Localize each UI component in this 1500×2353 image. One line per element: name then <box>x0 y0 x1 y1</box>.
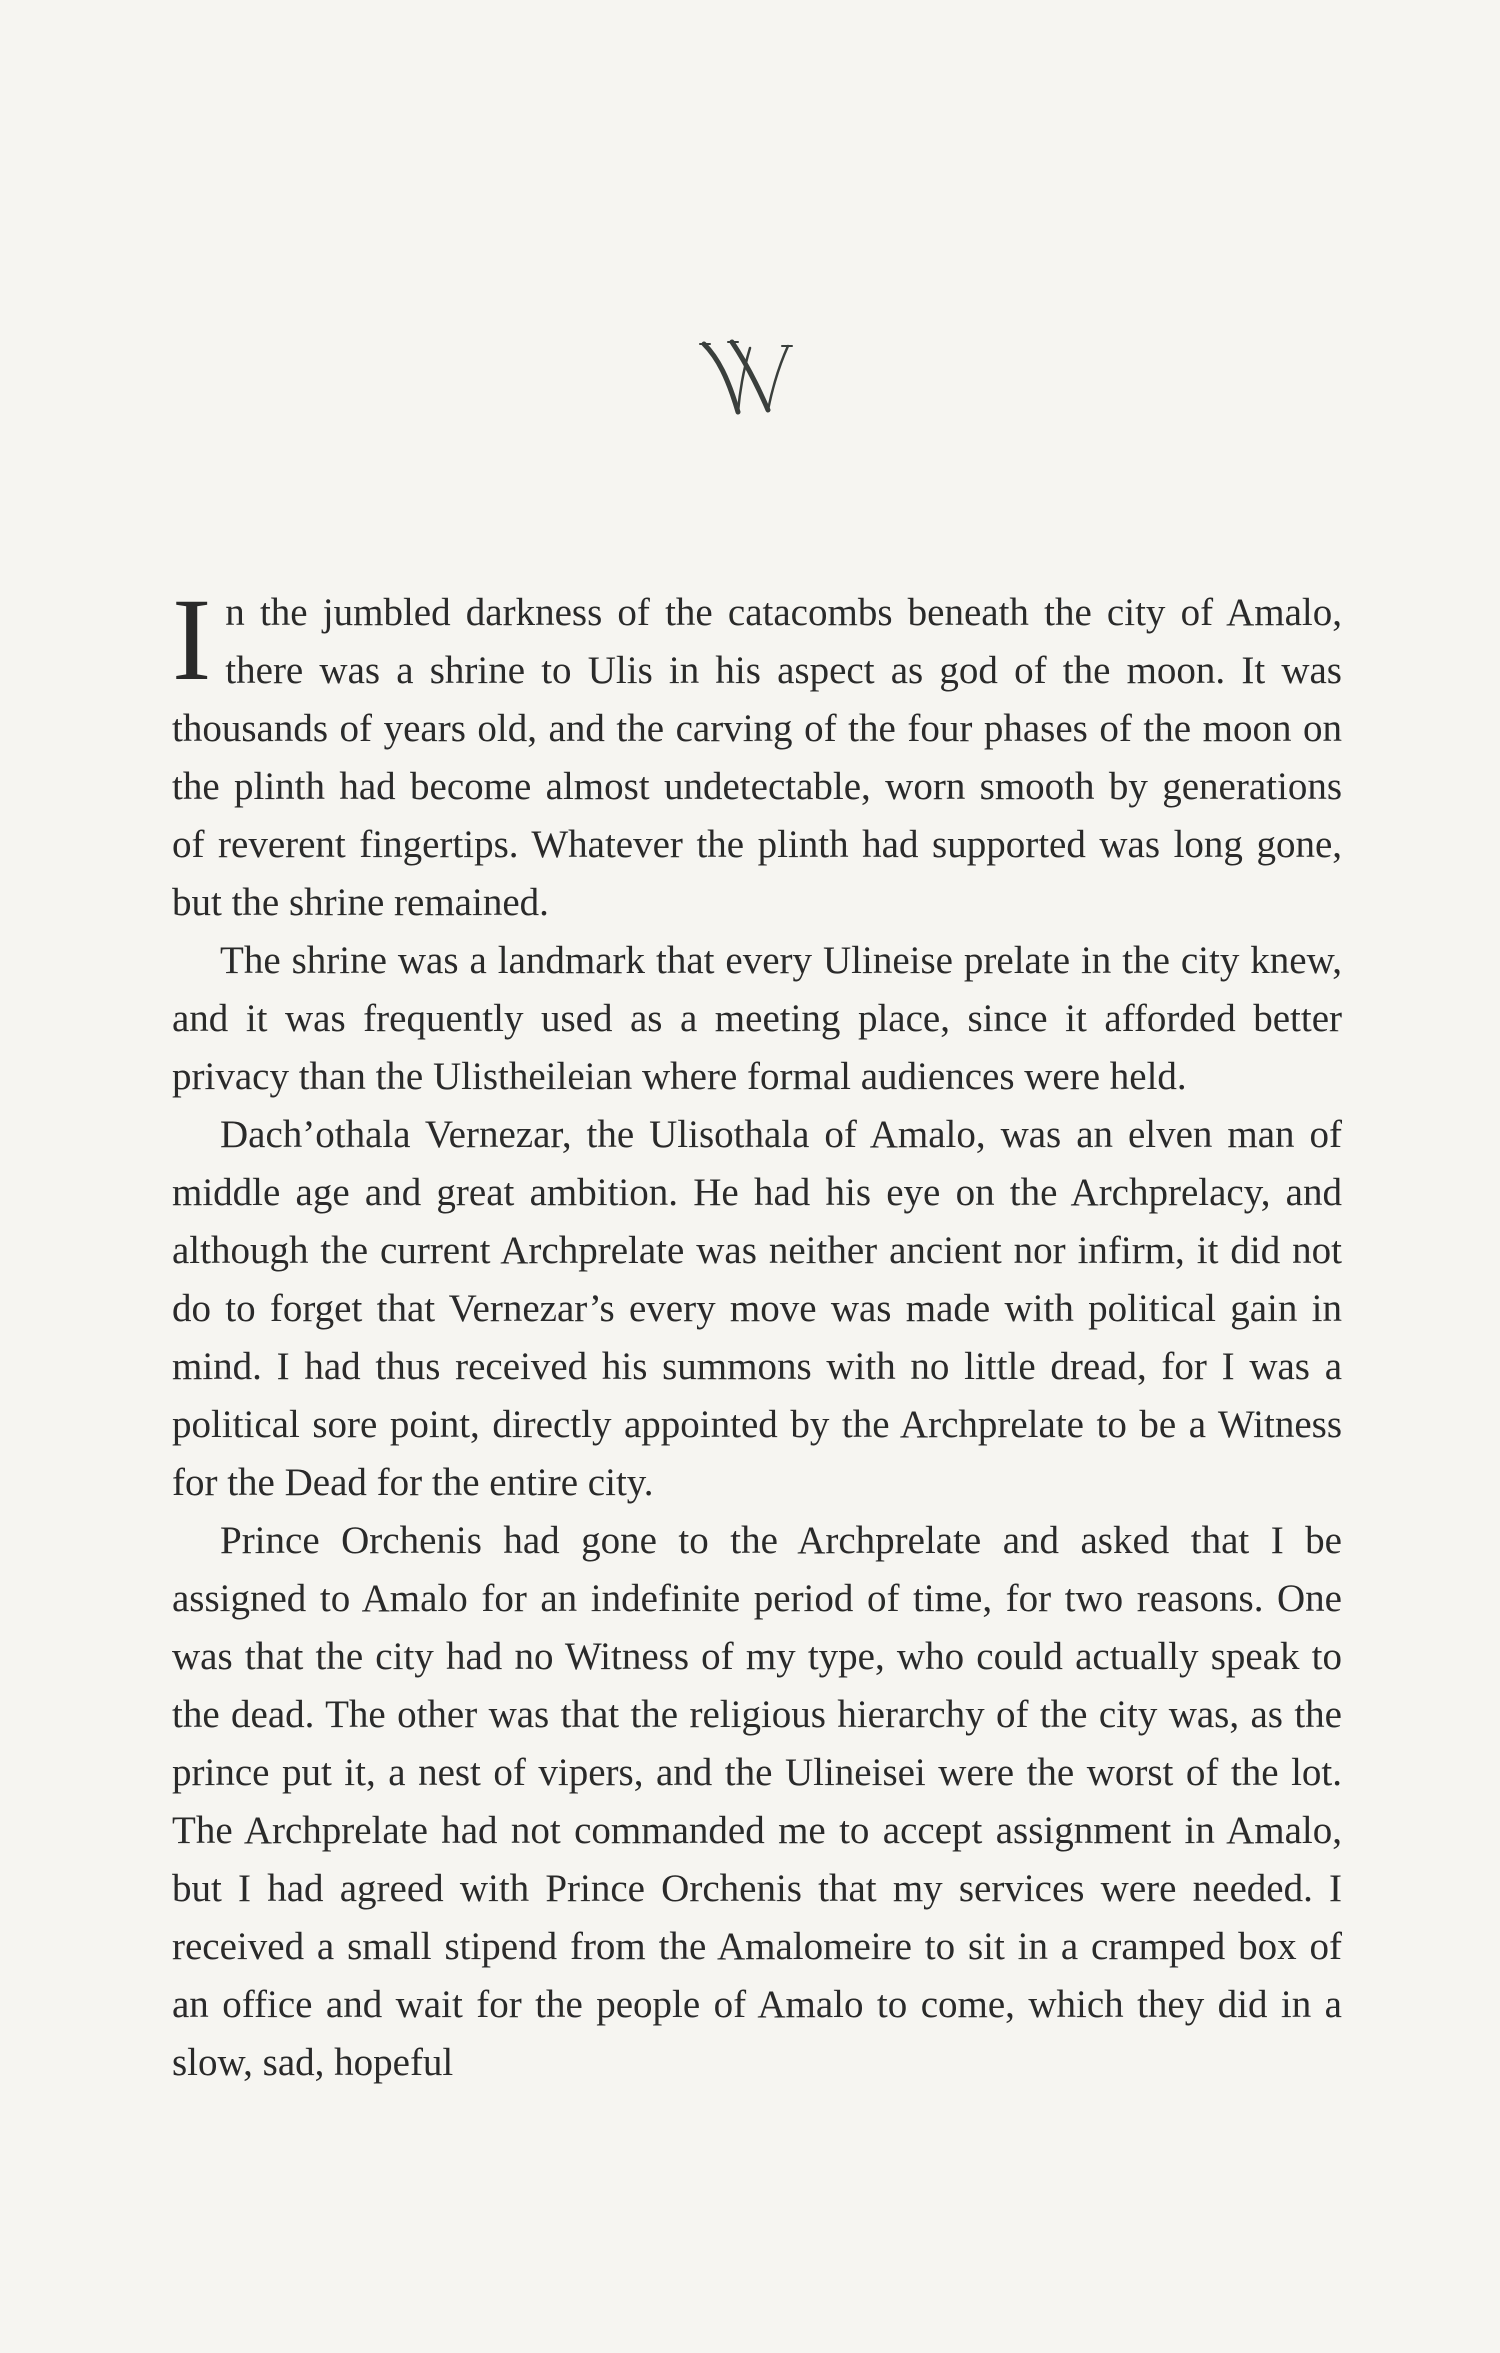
drop-cap: I <box>172 574 212 705</box>
paragraph-1-text: n the jumbled darkness of the catacombs beneath the city of Amalo, there was a shrine to Ulis in his aspect as god of the moon. It was thousands of years old, and the carving of the four phases of the moon on the plinth had become almost undetectable, worn smooth by generations of reverent fingertips. Whatever the plinth had supported was long gone, but the shrine remained. <box>172 591 1342 924</box>
body-text <box>172 574 1342 2092</box>
chapter-ornament-icon <box>698 338 794 416</box>
paragraph-1 <box>172 574 1342 932</box>
paragraph-3: Dach’othala Vernezar, the Ulisothala of Amalo, was an elven man of middle age and great ambition. He had his eye on the Archprelacy, and although the current Archprelate was neither ancient nor infirm, it did not do to forget that Vernezar’s every move was made with political gain in mind. I had thus received his summons with no little dread, for I was a political sore point, directly appointed by the Archprelate to be a Witness for the Dead for the entire city. <box>172 1113 1342 1504</box>
paragraph-4: Prince Orchenis had gone to the Archprelate and asked that I be assigned to Amalo for an indefinite period of time, for two reasons. One was that the city had no Witness of my type, who could actually speak to the dead. The other was that the religious hierarchy of the city was, as the prince put it, a nest of vipers, and the Ulineisei were the worst of the lot. The Archprelate had not commanded me to accept assignment in Amalo, but I had agreed with Prince Orchenis that my services were needed. I received a small stipend from the Amalomeire to sit in a cramped box of an office and wait for the people of Amalo to come, which they did in a slow, sad, hopeful <box>172 1519 1342 2084</box>
paragraph-2: The shrine was a landmark that every Ulineise prelate in the city knew, and it was frequently used as a meeting place, since it afforded better privacy than the Ulistheileian where formal audiences were held. <box>172 939 1342 1098</box>
